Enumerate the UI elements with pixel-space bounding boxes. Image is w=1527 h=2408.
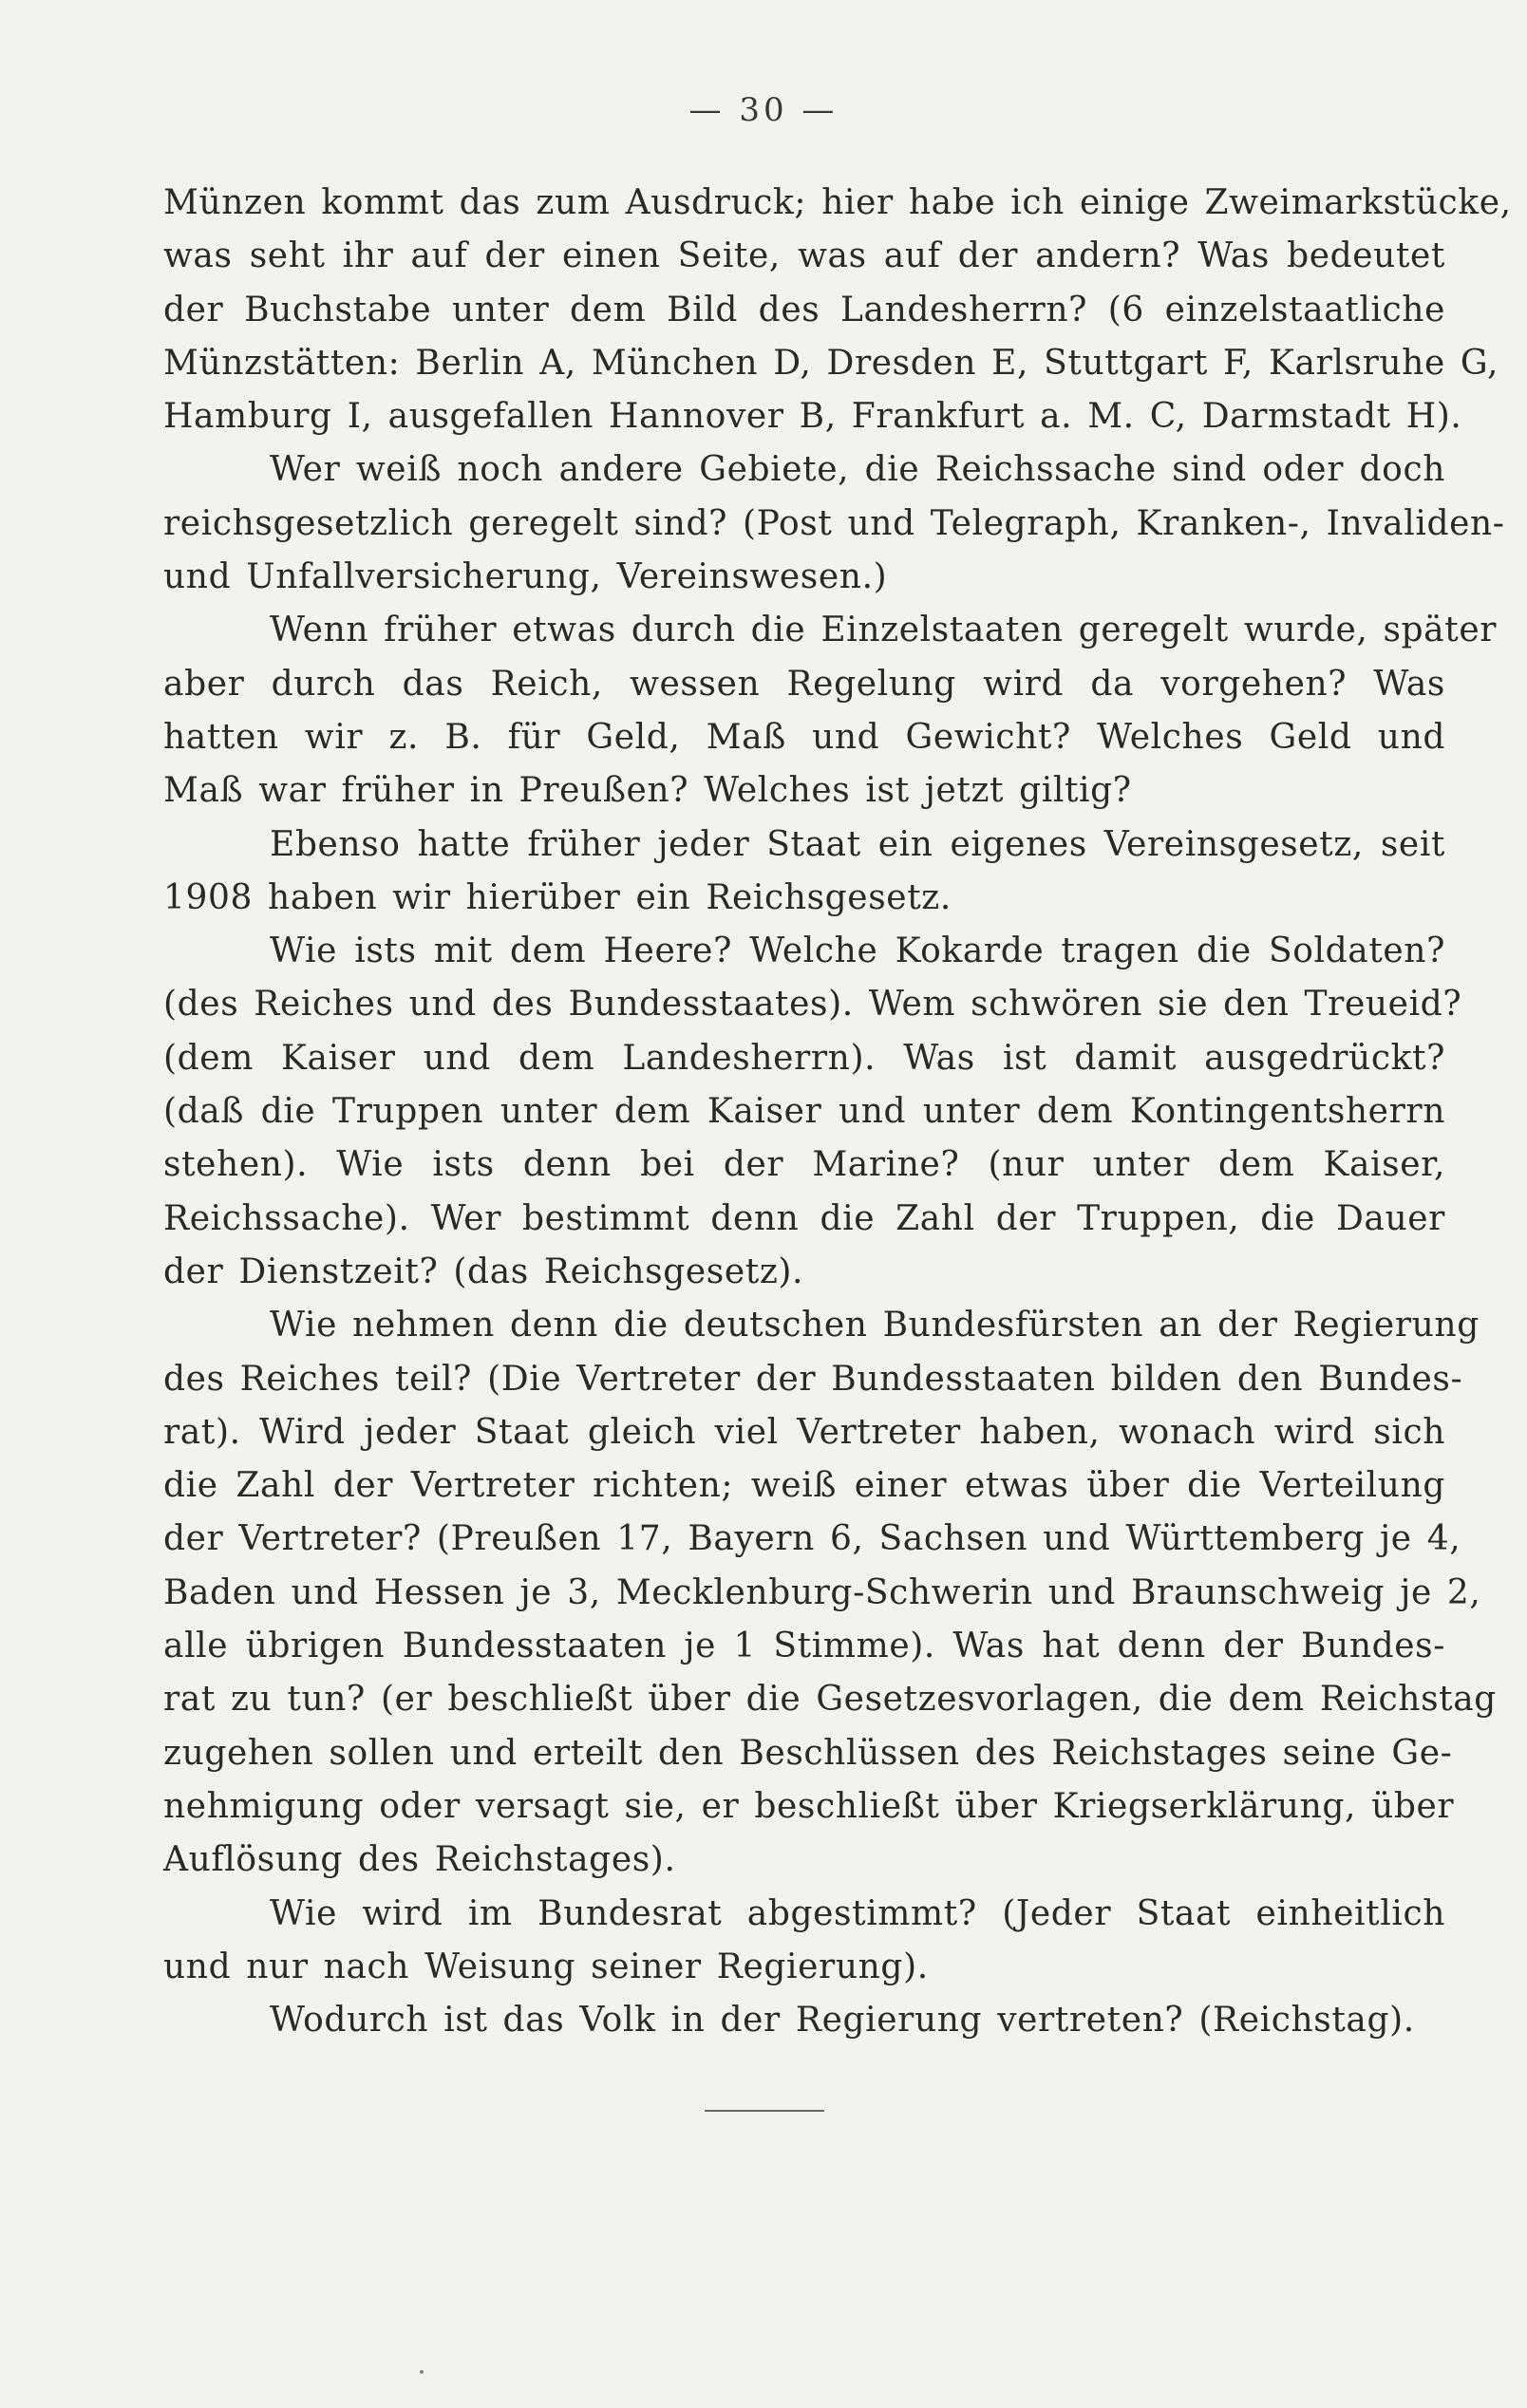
text-line: reichsgesetzlich geregelt sind? (Post und Telegraph, Kranken-, Invaliden-	[163, 503, 1505, 543]
text-line: der Buchstabe unter dem Bild des Landesherrn? (6 einzelstaatliche	[163, 290, 1445, 329]
text-line: (daß die Truppen unter dem Kaiser und unter dem Kontingentsherrn	[163, 1092, 1445, 1132]
paper-speck	[420, 2370, 424, 2374]
text-line: Münzen kommt das zum Ausdruck; hier habe ich einige Zweimarkstücke,	[163, 183, 1512, 222]
text-line: Auflösung des Reichstages).	[163, 1840, 676, 1880]
text-line: alle übrigen Bundesstaaten je 1 Stimme). Was hat denn der Bundes-	[163, 1627, 1445, 1666]
text-line: Wie ists mit dem Heere? Welche Kokarde tragen die Soldaten?	[270, 931, 1445, 971]
text-line: 1908 haben wir hierüber ein Reichsgesetz.	[163, 877, 952, 917]
text-line: und Unfallversicherung, Vereinswesen.)	[163, 557, 888, 597]
page-number: — 30 —	[688, 91, 839, 129]
text-line: Maß war früher in Preußen? Welches ist jetzt giltig?	[163, 771, 1132, 811]
text-line: nehmigung oder versagt sie, er beschließt über Kriegserklärung, über	[163, 1786, 1455, 1826]
text-line: Wodurch ist das Volk in der Regierung vertreten? (Reichstag).	[270, 2001, 1415, 2041]
text-line: Wie wird im Bundesrat abgestimmt? (Jeder Staat einheitlich	[270, 1893, 1445, 1933]
text-line: rat zu tun? (er beschließt über die Gesetzesvorlagen, die dem Reichstag	[163, 1680, 1497, 1720]
text-line: und nur nach Weisung seiner Regierung).	[163, 1947, 929, 1986]
body-text	[163, 177, 1512, 2047]
text-line: (dem Kaiser und dem Landesherrn). Was ist damit ausgedrückt?	[163, 1038, 1445, 1078]
text-line: Baden und Hessen je 3, Mecklenburg-Schwerin und Braunschweig je 2,	[163, 1572, 1481, 1612]
text-line: des Reiches teil? (Die Vertreter der Bundesstaaten bilden den Bundes-	[163, 1359, 1463, 1399]
text-line: die Zahl der Vertreter richten; weiß einer etwas über die Verteilung	[163, 1466, 1445, 1506]
text-line: der Dienstzeit? (das Reichsgesetz).	[163, 1251, 804, 1291]
text-line: stehen). Wie ists denn bei der Marine? (nur unter dem Kaiser,	[163, 1145, 1445, 1185]
text-line: Wie nehmen denn die deutschen Bundesfürsten an der Regierung	[270, 1306, 1480, 1345]
text-line: hatten wir z. B. für Geld, Maß und Gewicht? Welches Geld und	[163, 717, 1445, 757]
text-line: zugehen sollen und erteilt den Beschlüssen des Reichstages seine Ge-	[163, 1733, 1453, 1773]
text-line: Münzstätten: Berlin A, München D, Dresden E, Stuttgart F, Karlsruhe G,	[163, 343, 1499, 383]
text-line: der Vertreter? (Preußen 17, Bayern 6, Sachsen und Württemberg je 4,	[163, 1519, 1461, 1559]
text-line: Reichssache). Wer bestimmt denn die Zahl der Truppen, die Dauer	[163, 1198, 1445, 1238]
text-line: was seht ihr auf der einen Seite, was auf der andern? Was bedeutet	[163, 236, 1445, 276]
text-line: aber durch das Reich, wessen Regelung wird da vorgehen? Was	[163, 664, 1445, 704]
text-line: Wenn früher etwas durch die Einzelstaaten geregelt wurde, später	[270, 611, 1498, 650]
text-line: Hamburg I, ausgefallen Hannover B, Frankfurt a. M. C, Darmstadt H).	[163, 397, 1462, 437]
text-line: (des Reiches und des Bundesstaates). Wem schwören sie den Treueid?	[163, 985, 1462, 1025]
text-line: Wer weiß noch andere Gebiete, die Reichssache sind oder doch	[270, 450, 1445, 490]
end-rule	[705, 2110, 824, 2112]
text-line: rat). Wird jeder Staat gleich viel Vertreter haben, wonach wird sich	[163, 1412, 1445, 1452]
text-line: Ebenso hatte früher jeder Staat ein eigenes Vereinsgesetz, seit	[270, 824, 1445, 864]
